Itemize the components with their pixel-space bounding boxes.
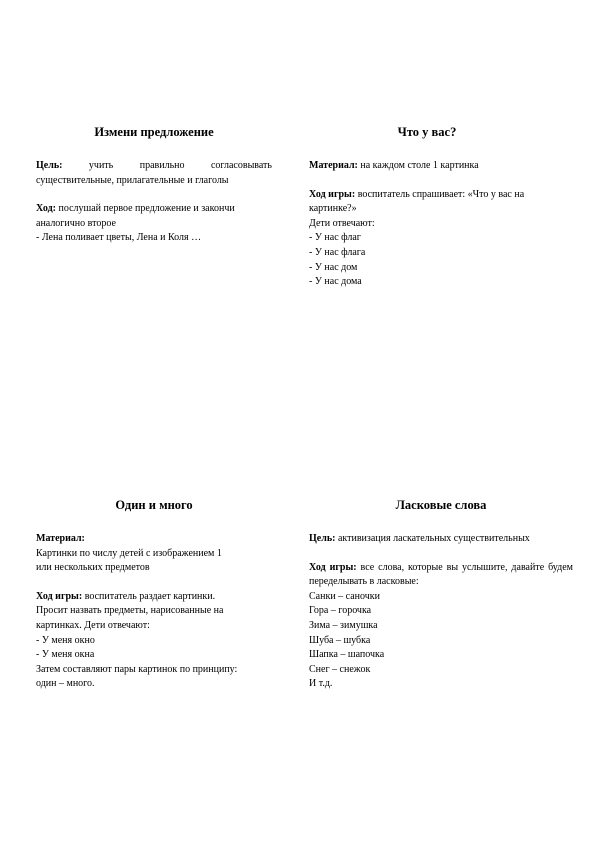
card-title: Что у вас? (397, 125, 457, 139)
move-text: воспитатель спрашивает: «Что у вас на картинке?» (309, 188, 525, 215)
list-item: Просит назвать предметы, нарисованные на (36, 605, 224, 617)
list-item: - У нас флаг (309, 232, 361, 244)
card-chto-u-vas (309, 125, 545, 290)
card-laskovye-slova (309, 498, 573, 692)
list-item: - У меня окна (36, 649, 95, 661)
move-text: все слова, которые вы услышите, давайте будем переделывать в ласковые: (309, 561, 574, 588)
material-paragraph (309, 159, 545, 174)
list-item: Снег – снежок (309, 663, 371, 675)
move-label: Ход: (36, 203, 57, 215)
list-item: - У нас дома (309, 276, 362, 288)
material-text: на каждом столе 1 картинка (357, 160, 479, 171)
move-label: Ход игры: (309, 188, 356, 200)
move-paragraph (309, 561, 573, 590)
example-line: - Лена поливает цветы, Лена и Коля … (36, 232, 202, 244)
goal-label: Цель: (36, 160, 63, 171)
list-item: - У нас дом (309, 261, 358, 273)
material-line: или нескольких предметов (36, 562, 150, 574)
list-item: Шуба – шубка (309, 634, 371, 646)
card-title: Измени предложение (94, 125, 214, 139)
list-item: Санки – саночки (309, 590, 381, 602)
list-item: - У нас флага (309, 246, 366, 258)
list-item: Затем составляют пары картинок по принципу: (36, 663, 238, 675)
move-label: Ход игры: (36, 590, 83, 602)
goal-paragraph (36, 159, 272, 188)
move-paragraph (36, 202, 272, 231)
move-text: воспитатель раздает картинки. (82, 590, 216, 602)
card-title: Ласковые слова (395, 498, 487, 512)
move-paragraph (309, 188, 545, 217)
material-label: Материал: (309, 160, 358, 171)
list-item: один – много. (36, 678, 95, 690)
move-text: послушай первое предложение и закончи аналогично второе (36, 203, 235, 229)
list-item: Гора – горочка (309, 605, 372, 617)
goal-text: активизация ласкательных существительных (335, 533, 530, 544)
material-label: Материал: (36, 533, 85, 544)
card-odin-i-mnogo (36, 498, 272, 692)
list-item: И т.д. (309, 678, 333, 690)
goal-label: Цель: (309, 533, 336, 544)
goal-text: учить правильно согласовывать существительные, прилагательные и глаголы (36, 160, 272, 186)
list-item: Дети отвечают: (309, 217, 375, 229)
list-item: картинках. Дети отвечают: (36, 619, 150, 631)
card-izmeni-predlozhenie (36, 125, 272, 246)
list-item: Зима – зимушка (309, 619, 378, 631)
move-label: Ход игры: (309, 561, 357, 573)
list-item: - У меня окно (36, 634, 95, 646)
list-item: Шапка – шапочка (309, 649, 385, 661)
move-paragraph (36, 590, 272, 605)
material-line: Картинки по числу детей с изображением 1 (36, 547, 222, 559)
card-title: Один и много (115, 498, 193, 512)
goal-paragraph (309, 532, 573, 547)
